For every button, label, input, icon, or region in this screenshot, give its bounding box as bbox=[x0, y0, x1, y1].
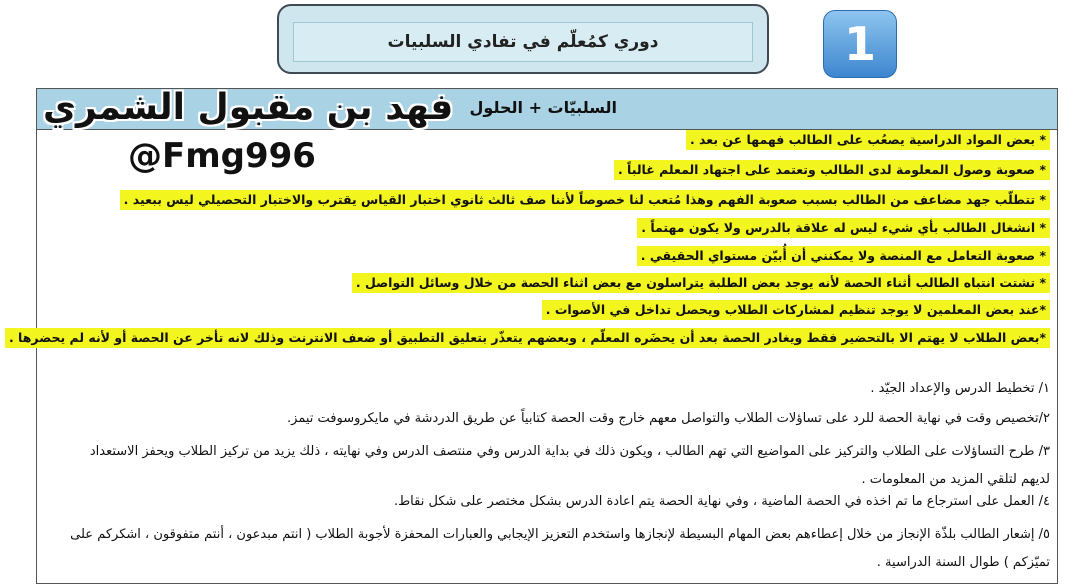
problem-item: *بعض الطلاب لا يهتم الا بالتحضير فقط ويغادر الحصة بعد أن يحضَره المعلّم ، وبعضهم يتعذّر بتعليق التطبيق أو ضعف الانترنت وذلك لانه تأخر عن الحصة أو لأنه لم يحضرها . bbox=[5, 328, 1050, 348]
solution-item: ١/ تخطيط الدرس والإعداد الجيّد . bbox=[870, 381, 1050, 396]
title-box bbox=[277, 4, 769, 74]
problem-item: * انشغال الطالب بأي شيء ليس له علاقة بالدرس ولا يكون مهتماً . bbox=[637, 218, 1050, 238]
problem-item: * صعوبة التعامل مع المنصة ولا يمكنني أن أُبيّن مستواي الحقيقي . bbox=[637, 246, 1050, 266]
sheet-header bbox=[37, 89, 1057, 130]
page-title: دوري كمُعلّم في تفادي السلبيات bbox=[387, 32, 659, 52]
problem-item: *عند بعض المعلمين لا يوجد تنظيم لمشاركات الطلاب ويحصل تداخل في الأصوات . bbox=[542, 300, 1050, 320]
solution-item: ٢/تخصيص وقت في نهاية الحصة للرد على تساؤلات الطلاب والتواصل معهم خارج وقت الحصة كتابياً عن طريق الدردشة في مايكروسوفت تيمز. bbox=[287, 411, 1050, 426]
problem-item: * تتطلّب جهد مضاعف من الطالب بسبب صعوبة الفهم وهذا مُتعب لنا خصوصاً لأننا صف ثالث ثانوي اختبار القياس يقترب والاختبار التحصيلي ليس ببعيد . bbox=[120, 190, 1050, 210]
solution-item: ٣/ طرح التساؤلات على الطلاب والتركيز على المواضيع التي تهم الطالب ، ويكون ذلك في بداية الدرس وفي منتصف الدرس وفي نهايته ، ذلك يزيد من تركيز الطلاب ويحفز الاستعداد لديهم لتلقي المزيد من المعلومات . bbox=[89, 444, 1050, 487]
author-name: فهد بن مقبول الشمري bbox=[43, 87, 454, 128]
author-handle: @Fmg996 bbox=[128, 136, 316, 176]
solution-item: ٥/ إشعار الطالب بلذّة الإنجاز من خلال إعطاءهم بعض المهام البسيطة لإنجازها واستخدم التعزيز الإيجابي والعبارات المحفزة لأجوبة الطلاب ( انتم مبدعون ، أنتم متفوقون ، اشكركم على تميّزكم ) طوال السنة الدراسية . bbox=[70, 527, 1050, 570]
problem-item: * صعوبة وصول المعلومة لدى الطالب وتعتمد على اجتهاد المعلم غالباً . bbox=[614, 160, 1050, 180]
number-badge: 1 bbox=[823, 10, 897, 78]
problem-item: * بعض المواد الدراسية يصعُب على الطالب فهمها عن بعد . bbox=[686, 130, 1050, 150]
title-inner bbox=[293, 22, 753, 62]
problem-item: * تشتت انتباه الطالب أثناء الحصة لأنه يوجد بعض الطلبة يتراسلون مع بعض اثناء الحصة من خلال وسائل التواصل . bbox=[352, 273, 1050, 293]
solution-item: ٤/ العمل على استرجاع ما تم اخذه في الحصة الماضية ، وفي نهاية الحصة يتم اعادة الدرس بشكل مختصر على شكل نقاط. bbox=[394, 494, 1050, 509]
header-label: السلبيّات + الحلول bbox=[469, 98, 617, 117]
